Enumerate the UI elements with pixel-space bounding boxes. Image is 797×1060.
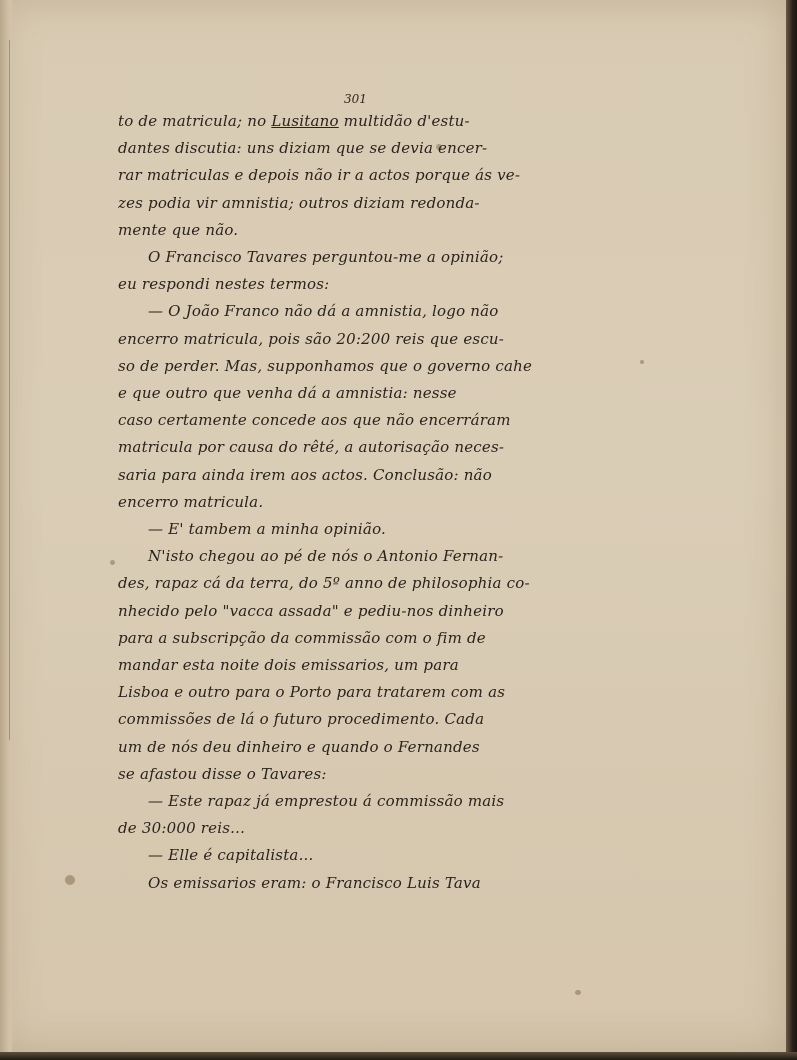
text-line-content: Lisboa e outro para o Porto para tratarem com as (118, 683, 506, 702)
text-line-content: mandar esta noite dois emissarios, um para (118, 656, 459, 675)
text-line (118, 516, 608, 543)
text-line (118, 434, 608, 461)
text-line-content: O Francisco Tavares perguntou-me a opinião; (148, 248, 504, 267)
text-line-content: — E' tambem a minha opinião. (148, 520, 387, 539)
text-line (118, 570, 608, 597)
text-line-content: commissões de lá o futuro procedimento. Cada (118, 710, 485, 729)
page-number: 301 (344, 92, 367, 106)
text-line-content: dantes discutia: uns diziam que se devia encer- (118, 139, 488, 158)
handwritten-text (118, 108, 608, 897)
text-line-content: eu respondi nestes termos: (118, 275, 330, 294)
text-line-content: um de nós deu dinheiro e quando o Fernandes (118, 737, 480, 756)
text-line-content: rar matriculas e depois não ir a actos porque ás ve- (118, 166, 521, 185)
text-line (118, 734, 608, 761)
text-line (118, 543, 608, 570)
paper-stain (575, 990, 581, 995)
text-line (118, 842, 608, 869)
text-line (118, 815, 608, 842)
text-line-content: — Elle é capitalista... (148, 846, 314, 865)
text-line-content: to de matricula; no (118, 112, 272, 130)
text-line-content: encerro matricula, pois são 20:200 reis que escu- (118, 329, 505, 348)
text-line-content: de 30:000 reis... (118, 819, 246, 838)
text-line (118, 652, 608, 679)
text-line-content: so de perder. Mas, supponhamos que o governo cahe (118, 356, 533, 375)
page-edge-bottom (0, 1052, 797, 1060)
text-line (118, 706, 608, 733)
text-line (118, 217, 608, 244)
text-line-content: e que outro que venha dá a amnistia: nesse (118, 384, 457, 403)
underlined-word: Lusitano (271, 112, 339, 130)
text-line (118, 380, 608, 407)
text-line (118, 489, 608, 516)
text-line (118, 788, 608, 815)
text-line-content: — Este rapaz já emprestou á commissão mais (148, 792, 505, 811)
text-line-continuation: multidão d'estu- (338, 112, 470, 130)
text-line-content: nhecido pelo "vacca assada" e pediu-nos dinheiro (118, 601, 504, 620)
binding-crease (9, 40, 10, 740)
text-line (118, 190, 608, 217)
text-line-content: para a subscripção da commissão com o fim de (118, 628, 486, 647)
text-line (118, 162, 608, 189)
text-line-content: zes podia vir amnistia; outros diziam redonda- (118, 193, 480, 212)
text-line (118, 108, 608, 135)
text-line (118, 353, 608, 380)
text-line (118, 625, 608, 652)
text-line (118, 298, 608, 325)
text-line (118, 462, 608, 489)
paper-stain (110, 560, 115, 565)
text-line-content: saria para ainda irem aos actos. Conclusão: não (118, 465, 492, 484)
paper-stain (640, 360, 644, 364)
text-line (118, 135, 608, 162)
text-line (118, 407, 608, 434)
text-line (118, 679, 608, 706)
page-edge-right (786, 0, 797, 1060)
text-line-content: encerro matricula. (118, 492, 264, 511)
text-line-content: — O João Franco não dá a amnistia, logo não (148, 302, 499, 321)
text-line-content: matricula por causa do rêté, a autorisação neces- (118, 438, 505, 457)
text-line (118, 271, 608, 298)
text-line (118, 761, 608, 788)
text-line-content: N'isto chegou ao pé de nós o Antonio Fernan- (148, 547, 504, 566)
text-line-content: mente que não. (118, 220, 239, 239)
text-line-content: caso certamente concede aos que não encerráram (118, 411, 511, 430)
text-line-content: des, rapaz cá da terra, do 5º anno de philosophia co- (118, 574, 530, 593)
paper-stain (65, 875, 75, 885)
text-line (118, 244, 608, 271)
binding-edge (0, 0, 14, 1052)
text-line-content: Os emissarios eram: o Francisco Luis Tava (148, 873, 481, 892)
text-line-content: se afastou disse o Tavares: (118, 764, 327, 783)
text-line (118, 598, 608, 625)
text-line (118, 870, 608, 897)
text-line (118, 326, 608, 353)
